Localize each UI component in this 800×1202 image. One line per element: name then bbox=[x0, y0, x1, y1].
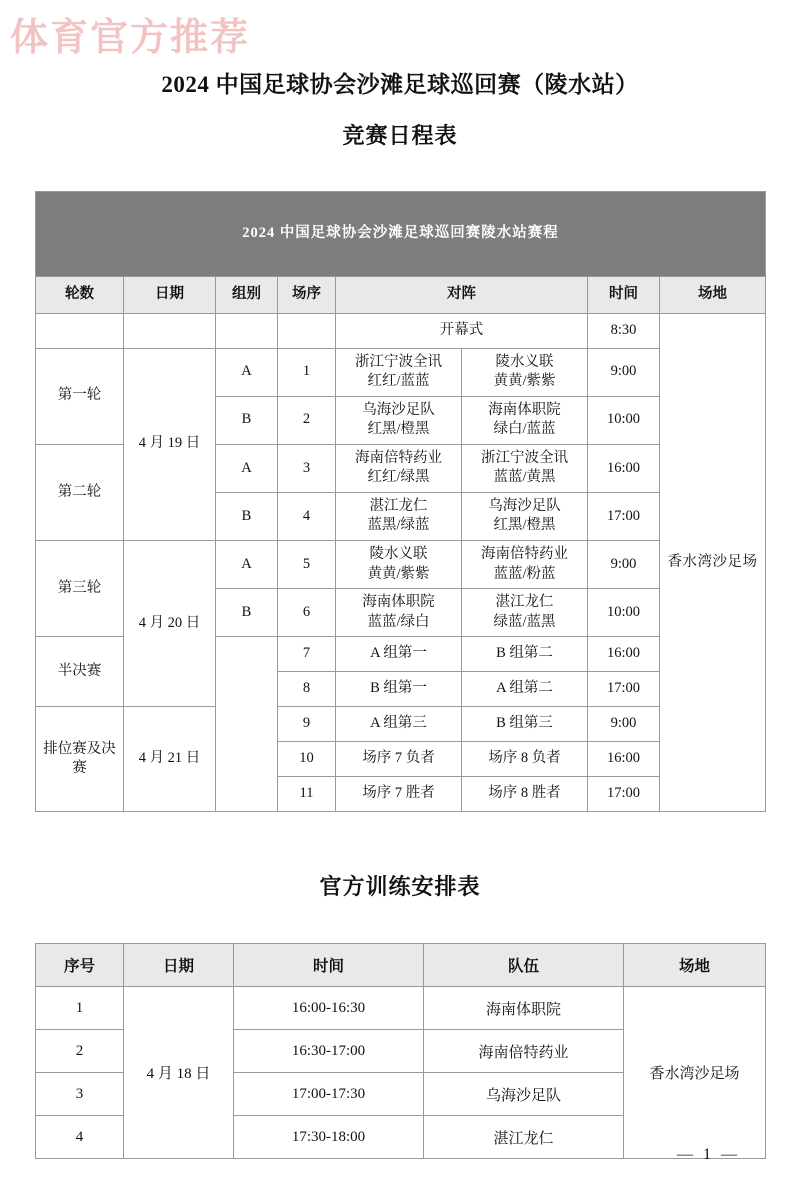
training-venue: 香水湾沙足场 bbox=[624, 987, 766, 1159]
away-team-name: 湛江龙仁 bbox=[495, 594, 554, 611]
schedule-venue: 香水湾沙足场 bbox=[660, 313, 766, 812]
training-no: 4 bbox=[36, 1116, 124, 1159]
away-team-name: 陵水义联 bbox=[495, 353, 554, 370]
training-header-venue: 场地 bbox=[624, 944, 766, 987]
opening-ceremony-time: 8:30 bbox=[588, 313, 660, 348]
date-label-1: 4 月 19 日 bbox=[124, 348, 216, 541]
training-header-date: 日期 bbox=[124, 944, 234, 987]
match-group: A bbox=[216, 541, 278, 589]
page-title: 2024 中国足球协会沙滩足球巡回赛（陵水站） bbox=[161, 72, 639, 97]
match-time: 17:00 bbox=[588, 672, 660, 707]
match-time: 16:00 bbox=[588, 444, 660, 492]
match-group: B bbox=[216, 492, 278, 540]
header-round: 轮数 bbox=[36, 276, 124, 313]
training-time: 17:30-18:00 bbox=[234, 1116, 424, 1159]
empty-cell bbox=[216, 637, 278, 812]
table-row bbox=[36, 987, 766, 1030]
match-away: A 组第二 bbox=[462, 672, 588, 707]
away-team-kit: 黄黄/紫紫 bbox=[493, 373, 556, 390]
home-team-kit: 蓝蓝/绿白 bbox=[367, 613, 430, 630]
away-team-name: 海南倍特药业 bbox=[481, 546, 568, 562]
home-team-name: 湛江龙仁 bbox=[369, 497, 428, 514]
empty-cell bbox=[278, 313, 336, 348]
training-table bbox=[35, 943, 766, 1159]
round-label-final: 排位赛及决赛 bbox=[36, 707, 124, 812]
away-team-kit: 红黑/橙黑 bbox=[493, 517, 556, 534]
match-group: B bbox=[216, 589, 278, 637]
match-no: 3 bbox=[278, 444, 336, 492]
match-home bbox=[336, 396, 462, 444]
page-subtitle: 竞赛日程表 bbox=[342, 122, 458, 148]
training-no: 1 bbox=[36, 987, 124, 1030]
empty-cell bbox=[216, 313, 278, 348]
match-no: 2 bbox=[278, 396, 336, 444]
training-time: 16:00-16:30 bbox=[234, 987, 424, 1030]
home-team-kit: 黄黄/紫紫 bbox=[367, 565, 430, 582]
empty-cell bbox=[124, 313, 216, 348]
match-group: B bbox=[216, 396, 278, 444]
home-team-name: 海南体职院 bbox=[362, 594, 435, 611]
schedule-table bbox=[35, 191, 766, 813]
empty-cell bbox=[36, 313, 124, 348]
training-team: 海南体职院 bbox=[424, 987, 624, 1030]
home-team-kit: 红黑/橙黑 bbox=[367, 421, 430, 438]
round-label-2: 第二轮 bbox=[36, 444, 124, 540]
round-label-3: 第三轮 bbox=[36, 541, 124, 637]
watermark: 体育官方推荐 bbox=[10, 17, 251, 59]
away-team-kit: 绿蓝/蓝黑 bbox=[493, 613, 556, 630]
match-away: B 组第二 bbox=[462, 637, 588, 672]
match-away bbox=[462, 348, 588, 396]
match-away: 场序 8 负者 bbox=[462, 742, 588, 777]
training-team: 乌海沙足队 bbox=[424, 1073, 624, 1116]
match-no: 7 bbox=[278, 637, 336, 672]
match-home bbox=[336, 492, 462, 540]
training-time: 17:00-17:30 bbox=[234, 1073, 424, 1116]
away-team-kit: 蓝蓝/黄黑 bbox=[493, 469, 556, 486]
training-no: 3 bbox=[36, 1073, 124, 1116]
header-time: 时间 bbox=[588, 276, 660, 313]
match-home: A 组第一 bbox=[336, 637, 462, 672]
match-home: A 组第三 bbox=[336, 707, 462, 742]
match-away bbox=[462, 444, 588, 492]
match-time: 9:00 bbox=[588, 707, 660, 742]
away-team-name: 乌海沙足队 bbox=[488, 497, 561, 514]
training-date: 4 月 18 日 bbox=[124, 987, 234, 1159]
match-time: 9:00 bbox=[588, 348, 660, 396]
match-time: 10:00 bbox=[588, 396, 660, 444]
away-team-kit: 绿白/蓝蓝 bbox=[493, 421, 556, 438]
match-time: 10:00 bbox=[588, 589, 660, 637]
training-header-team: 队伍 bbox=[424, 944, 624, 987]
match-no: 10 bbox=[278, 742, 336, 777]
home-team-name: 乌海沙足队 bbox=[362, 401, 435, 418]
match-time: 17:00 bbox=[588, 492, 660, 540]
home-team-name: 浙江宁波全讯 bbox=[355, 353, 442, 370]
match-group: A bbox=[216, 348, 278, 396]
match-time: 9:00 bbox=[588, 541, 660, 589]
header-group: 组别 bbox=[216, 276, 278, 313]
header-venue: 场地 bbox=[660, 276, 766, 313]
opening-ceremony-label: 开幕式 bbox=[336, 313, 588, 348]
match-away bbox=[462, 492, 588, 540]
schedule-banner: 2024 中国足球协会沙滩足球巡回赛陵水站赛程 bbox=[36, 191, 766, 276]
date-label-2: 4 月 20 日 bbox=[124, 541, 216, 707]
round-label-semi: 半决赛 bbox=[36, 637, 124, 707]
match-home: 场序 7 负者 bbox=[336, 742, 462, 777]
round-label-1: 第一轮 bbox=[36, 348, 124, 444]
match-no: 6 bbox=[278, 589, 336, 637]
match-group: A bbox=[216, 444, 278, 492]
match-time: 16:00 bbox=[588, 742, 660, 777]
training-team: 海南倍特药业 bbox=[424, 1030, 624, 1073]
match-no: 9 bbox=[278, 707, 336, 742]
home-team-kit: 蓝黑/绿蓝 bbox=[367, 517, 430, 534]
home-team-kit: 红红/蓝蓝 bbox=[367, 373, 430, 390]
header-match-no: 场序 bbox=[278, 276, 336, 313]
match-home: 场序 7 胜者 bbox=[336, 777, 462, 812]
header-date: 日期 bbox=[124, 276, 216, 313]
home-team-kit: 红红/绿黑 bbox=[367, 469, 430, 486]
match-no: 5 bbox=[278, 541, 336, 589]
match-no: 11 bbox=[278, 777, 336, 812]
match-home bbox=[336, 444, 462, 492]
match-home bbox=[336, 541, 462, 589]
home-team-name: 海南倍特药业 bbox=[355, 449, 442, 466]
training-title: 官方训练安排表 bbox=[319, 874, 481, 900]
match-away bbox=[462, 589, 588, 637]
training-team: 湛江龙仁 bbox=[424, 1116, 624, 1159]
home-team-name: 陵水义联 bbox=[369, 546, 428, 562]
match-time: 17:00 bbox=[588, 777, 660, 812]
away-team-kit: 蓝蓝/粉蓝 bbox=[493, 565, 556, 582]
match-no: 4 bbox=[278, 492, 336, 540]
match-away bbox=[462, 396, 588, 444]
training-header-time: 时间 bbox=[234, 944, 424, 987]
away-team-name: 海南体职院 bbox=[488, 401, 561, 418]
training-time: 16:30-17:00 bbox=[234, 1030, 424, 1073]
match-home bbox=[336, 589, 462, 637]
match-away: 场序 8 胜者 bbox=[462, 777, 588, 812]
match-away: B 组第三 bbox=[462, 707, 588, 742]
header-matchup: 对阵 bbox=[336, 276, 588, 313]
training-header-no: 序号 bbox=[36, 944, 124, 987]
match-home: B 组第一 bbox=[336, 672, 462, 707]
match-no: 1 bbox=[278, 348, 336, 396]
page-number: — 1 — bbox=[677, 1146, 740, 1163]
match-no: 8 bbox=[278, 672, 336, 707]
match-time: 16:00 bbox=[588, 637, 660, 672]
match-home bbox=[336, 348, 462, 396]
training-no: 2 bbox=[36, 1030, 124, 1073]
away-team-name: 浙江宁波全讯 bbox=[481, 449, 568, 466]
date-label-3: 4 月 21 日 bbox=[124, 707, 216, 812]
match-away bbox=[462, 541, 588, 589]
